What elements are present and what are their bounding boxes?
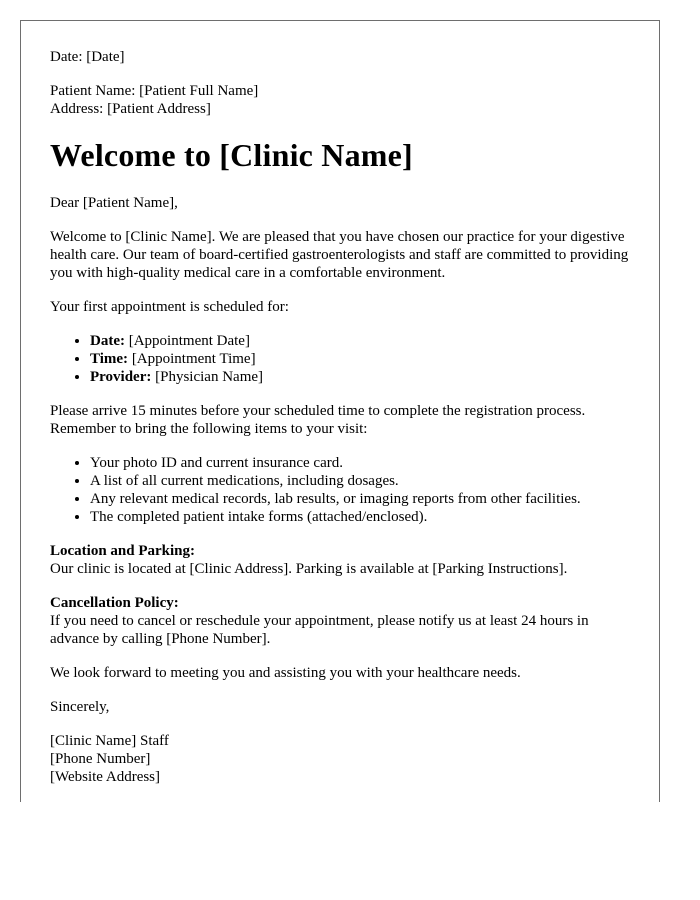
letter-page	[20, 20, 660, 802]
closing-paragraph: We look forward to meeting you and assisting you with your healthcare needs.	[50, 665, 521, 681]
list-item: • The completed patient intake forms (attached/enclosed).	[90, 508, 640, 526]
appointment-time-item	[90, 350, 640, 368]
letter-title: Welcome to [Clinic Name]	[50, 137, 413, 173]
appointment-date-label: Date:	[90, 333, 125, 349]
appointment-intro: Your first appointment is scheduled for:	[50, 299, 289, 315]
list-item: • Your photo ID and current insurance card.	[90, 454, 640, 472]
salutation: Dear [Patient Name],	[50, 195, 178, 211]
appointment-time-value: [Appointment Time]	[128, 351, 256, 367]
letter-content	[50, 48, 640, 786]
address-line: Address: [Patient Address]	[50, 101, 211, 117]
items-list	[50, 454, 640, 526]
location-text: Our clinic is located at [Clinic Address]. Parking is available at [Parking Instructions].	[50, 561, 568, 577]
location-heading-text: Location and Parking:	[50, 543, 196, 559]
list-item: • A list of all current medications, including dosages.	[90, 472, 640, 490]
location-heading	[50, 542, 640, 560]
intro-paragraph: Welcome to [Clinic Name]. We are pleased that you have chosen our practice for your digestive health care. Our team of board-certified gastroenterologists and staff are committed to providing you with high-quality medical care in a comfortable environment.	[50, 229, 629, 281]
cancellation-text: If you need to cancel or reschedule your appointment, please notify us at least 24 hours in advance by calling [Phone Number].	[50, 613, 589, 647]
signature-staff: [Clinic Name] Staff	[50, 733, 169, 749]
cancellation-heading-text: Cancellation Policy:	[50, 595, 179, 611]
signature-website: [Website Address]	[50, 769, 161, 785]
appointment-time-label: Time:	[90, 351, 129, 367]
appointment-date-item	[90, 332, 640, 350]
appointment-provider-value: [Physician Name]	[151, 369, 264, 385]
appointment-provider-item	[90, 368, 640, 386]
appointment-list	[50, 332, 640, 386]
date-line: Date: [Date]	[50, 49, 125, 65]
patient-name-line: Patient Name: [Patient Full Name]	[50, 83, 259, 99]
appointment-provider-label: Provider:	[90, 369, 152, 385]
cancellation-heading	[50, 594, 640, 612]
sign-off: Sincerely,	[50, 699, 110, 715]
appointment-date-value: [Appointment Date]	[124, 333, 250, 349]
signature-phone: [Phone Number]	[50, 751, 151, 767]
list-item: • Any relevant medical records, lab results, or imaging reports from other facilities.	[90, 490, 640, 508]
arrival-paragraph: Please arrive 15 minutes before your scheduled time to complete the registration process. Remember to bring the following items to your visit:	[50, 403, 586, 437]
